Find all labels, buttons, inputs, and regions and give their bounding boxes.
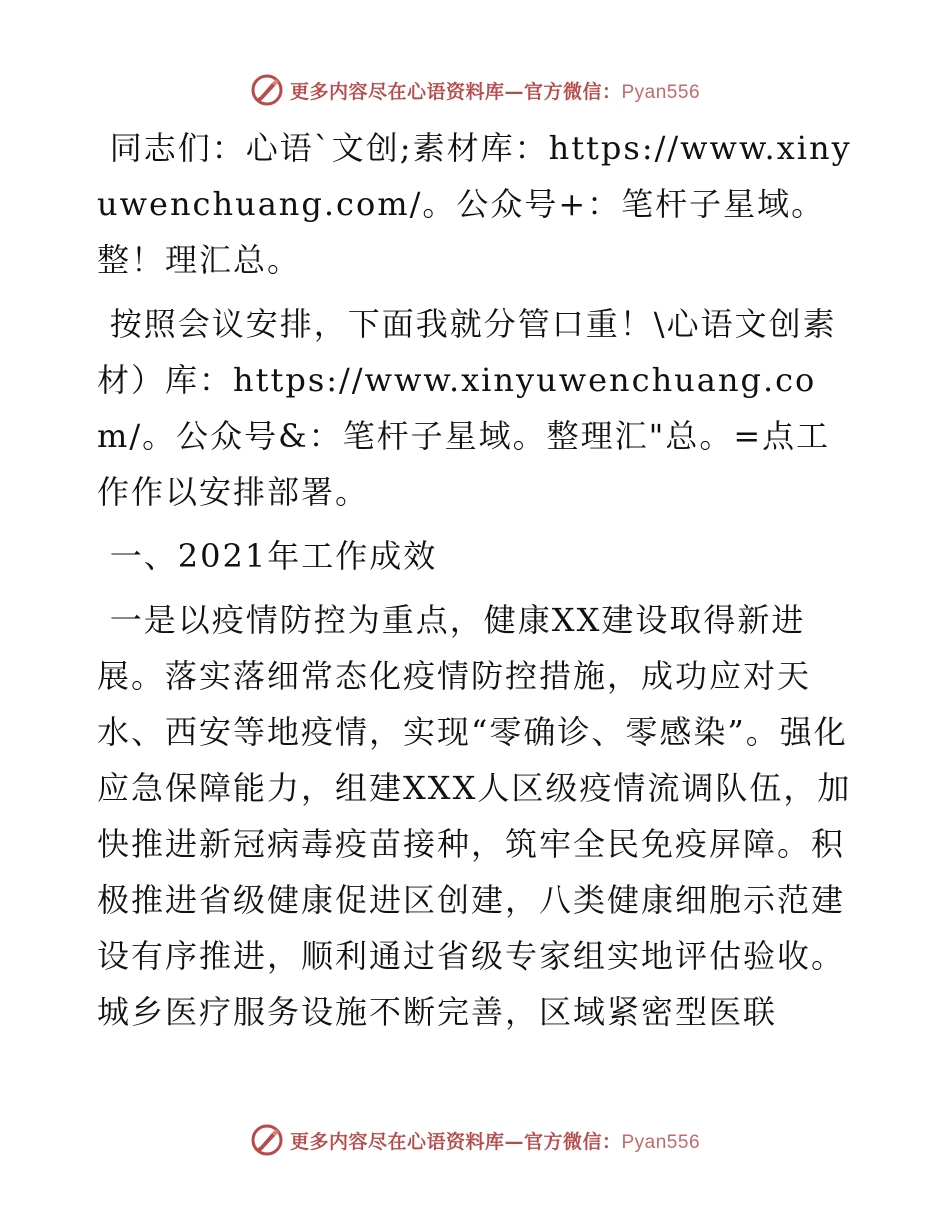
wechat-id: Pyan556	[621, 81, 701, 103]
pen-circle-logo-icon	[250, 1123, 284, 1157]
footer-banner	[0, 1120, 950, 1160]
section-heading: 一、2021年工作成效	[109, 537, 438, 575]
wechat-id: Pyan556	[621, 1131, 701, 1153]
paragraph-achievements: 一是以疫情防控为重点，健康XX建设取得新进展。落实落细常态化疫情防控措施，成功应对天水、西安等地疫情，实现“零确诊、零感染”。强化应急保障能力，组建XXX人区级疫情流调队伍，加快推进新冠病毒疫苗接种，筑牢全民免疫屏障。积极推进省级健康促进区创建，八类健康细胞示范建设有序推进，顺利通过省级专家组实地评估验收。城乡医疗服务设施不断完善，区域紧密型医联	[97, 601, 852, 1031]
paragraph-greeting: 同志们：心语`文创;素材库：https://www.xinyuwenchuang.com/。公众号+：笔杆子星域。整！理汇总。	[97, 129, 852, 279]
pen-circle-logo-icon	[250, 73, 284, 107]
document-body	[97, 120, 857, 1048]
paragraph-intro: 按照会议安排，下面我就分管口重！\心语文创素材）库：https://www.xinyuwenchuang.com/。公众号&：笔杆子星域。整理汇"总。=点工作作以安排部署。	[97, 305, 837, 511]
header-banner	[0, 70, 950, 110]
banner-text: 更多内容尽在心语资料库—官方微信：Pyan556	[289, 1130, 701, 1153]
banner-text: 更多内容尽在心语资料库—官方微信：Pyan556	[289, 80, 701, 103]
